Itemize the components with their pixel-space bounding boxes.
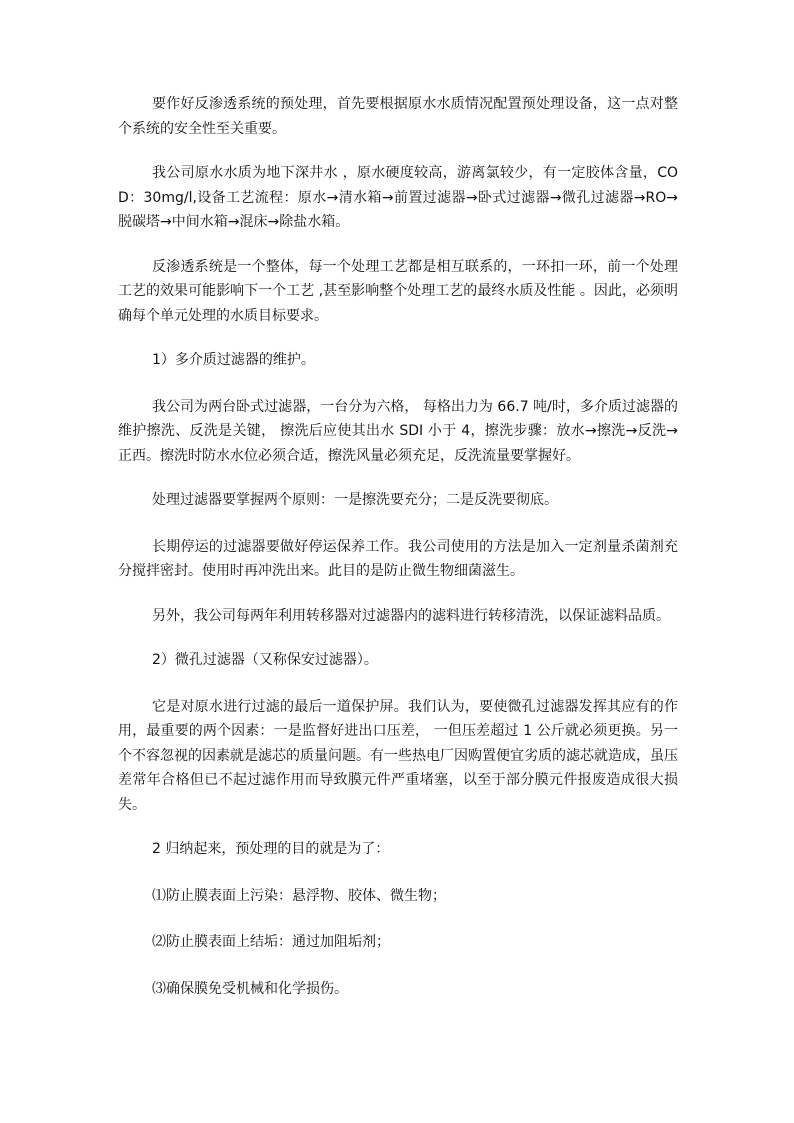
paragraph-maintenance: 长期停运的过滤器要做好停运保养工作。我公司使用的方法是加入一定剂量杀菌剂充分搅拌密封。使用时再冲洗出来。此目的是防止微生物细菌滋生。 bbox=[118, 538, 678, 579]
list-item-damage: ⑶确保膜免受机械和化学损伤。 bbox=[152, 980, 348, 997]
heading-micro-filter: 2）微孔过滤器（又称保安过滤器）。 bbox=[152, 652, 378, 668]
list-item-scaling: ⑵防止膜表面上结垢：通过加阻垢剂； bbox=[152, 934, 390, 950]
paragraph-protection: 它是对原水进行过滤的最后一道保护屏。我们认为，要使微孔过滤器发挥其应有的作用，最重要的两个因素：一是监督好进出口压差， 一但压差超过 1 公斤就必须更换。另一个不容忽视的因素就是滤芯的质量问题。有一些热电厂因购置便宜劣质的滤芯就造成，虽压差常年合格但已不起过滤作用而导致膜元件严重堵塞，以至于部分膜元件报废造成很大损失。 bbox=[118, 698, 678, 813]
paragraph-raw-water: 我公司原水水质为地下深井水 ，原水硬度较高，游离氯较少，有一定胶体含量，COD：30mg/l,设备工艺流程：原水→清水箱→前置过滤器→卧式过滤器→微孔过滤器→RO→脱碳塔→中间水箱→混床→除盐水箱。 bbox=[118, 165, 678, 230]
paragraph-horizontal-filter: 我公司为两台卧式过滤器，一台分为六格， 每格出力为 66.7 吨/时，多介质过滤器的维护擦洗、反洗是关键， 擦洗后应使其出水 SDI 小于 4，擦洗步骤：放水→擦洗→反洗→正西。擦洗时防水水位必须合适，擦洗风量必须充足，反洗流量要掌握好。 bbox=[118, 398, 678, 464]
paragraph-principles: 处理过滤器要掌握两个原则：一是擦洗要充分；二是反洗要彻底。 bbox=[152, 492, 558, 508]
paragraph-system: 反渗透系统是一个整体，每一个处理工艺都是相互联系的，一环扣一环，前一个处理工艺的效果可能影响下一个工艺 ,甚至影响整个处理工艺的最终水质及性能 。因此，必须明确每个单元处理的水质目标要求。 bbox=[118, 258, 678, 324]
paragraph-intro: 要作好反渗透系统的预处理，首先要根据原水水质情况配置预处理设备，这一点对整个系统的安全性至关重要。 bbox=[118, 96, 678, 137]
list-item-pollution: ⑴防止膜表面上污染：悬浮物、胶体、微生物； bbox=[152, 887, 446, 904]
paragraph-transfer: 另外，我公司每两年利用转移器对过滤器内的滤料进行转移清洗，以保证滤料品质。 bbox=[152, 607, 670, 624]
document-page bbox=[118, 92, 678, 1023]
heading-multimedia-filter: 1）多介质过滤器的维护。 bbox=[152, 352, 315, 368]
paragraph-summary: 2 归纳起来，预处理的目的就是为了： bbox=[152, 841, 390, 857]
